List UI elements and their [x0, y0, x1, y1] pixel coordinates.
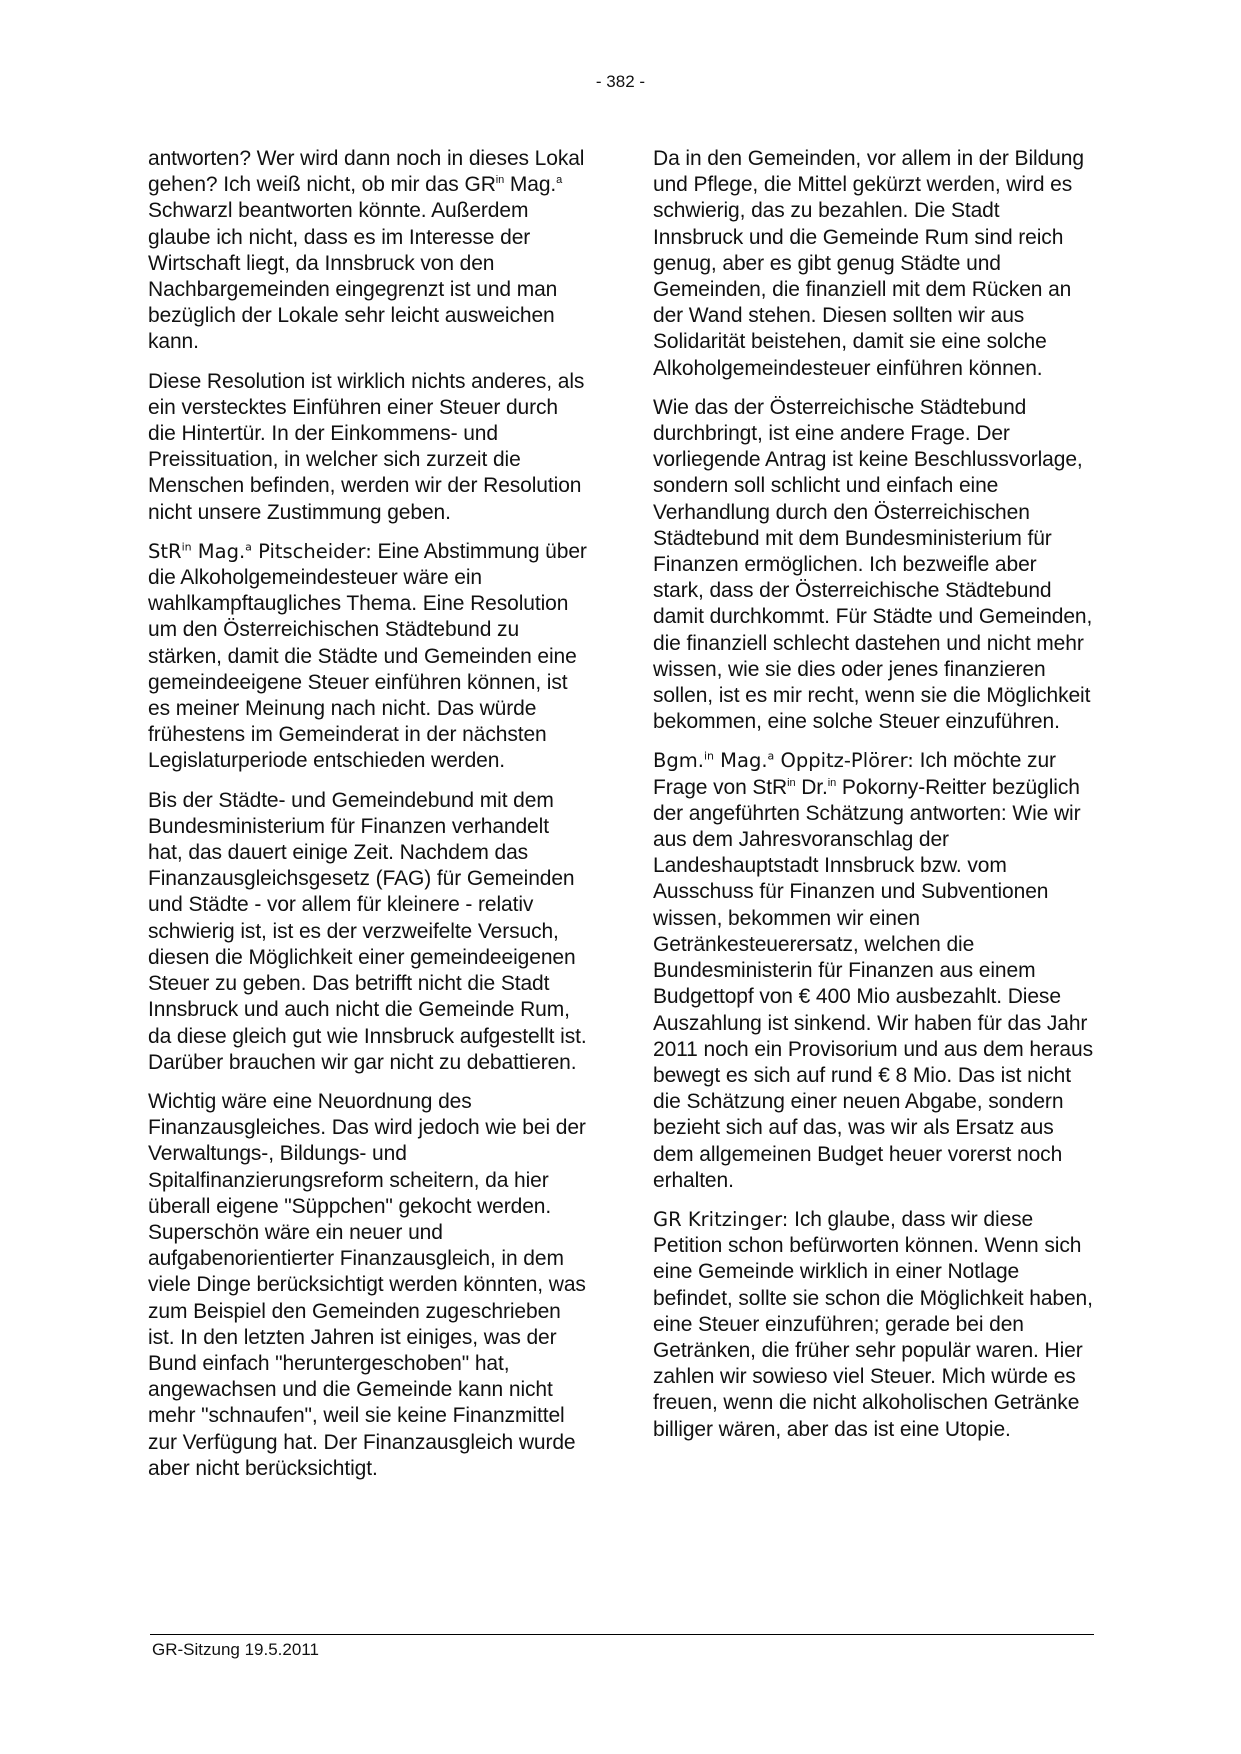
paragraph: Da in den Gemeinden, vor allem in der Bildung und Pflege, die Mittel gekürzt werden, wird es schwierig, das zu bezahlen. Die Stadt Innsbruck und die Gemeinde Rum sind reich genug, aber es gibt genug Städte und Gemeinden, die finanziell mit dem Rücken an der Wand stehen. Diesen sollten wir aus Solidarität beistehen, damit sie eine solche Alkoholgemeindesteuer einführen können.: [653, 147, 1084, 380]
paragraph: Bis der Städte- und Gemeindebund mit dem Bundesministerium für Finanzen verhandelt hat, das dauert einige Zeit. Nachdem das Finanzausgleichsgesetz (FAG) für Gemeinden und Städte - vor allem für kleinere - relativ schwierig ist, ist es der verzweifelte Versuch, diesen die Möglichkeit einer gemeindeeigenen Steuer zu geben. Das betrifft nicht die Stadt Innsbruck und auch nicht die Gemeinde Rum, da diese gleich gut wie Innsbruck aufgestellt ist. Darüber brauchen wir gar nicht zu debattieren.: [148, 788, 587, 1074]
speaker-name: Bgm.$^{in}$ Mag.$^a$ Oppitz-Plörer:: [653, 749, 914, 773]
speaker-name: StR$^{in}$ Mag.$^a$ Pitscheider:: [148, 539, 372, 563]
footer-divider: [150, 1634, 1094, 1635]
paragraph: Diese Resolution ist wirklich nichts anderes, als ein verstecktes Einführen einer Steuer durch die Hintertür. In der Einkommens- und Preissituation, in welcher sich zurzeit die Menschen befinden, werden wir der Resolution nicht unsere Zustimmung geben.: [148, 369, 585, 524]
speaker-name: GR Kritzinger:: [653, 1207, 789, 1231]
paragraph-speech: Bgm.$^{in}$ Mag.$^a$ Oppitz-Plörer: Ich möchte zur Frage von StR$^{in}$ Dr.$^{in}$ Pokorny-Reitter bezüglich der angeführten Schätzung antworten: Wie wir aus dem Jahresvoranschlag der Landeshauptstadt Innsbruck bzw. vom Ausschuss für Finanzen und Subventionen wissen, bekommen wir einen Getränkesteuerersatz, welchen die Bundesministerin für Finanzen aus einem Budgettopf von € 400 Mio ausbezahlt. Diese Auszahlung ist sinkend. Wir haben für das Jahr 2011 noch ein Provisorium und aus dem heraus bewegt es sich auf rund € 8 Mio. Das ist nicht die Schätzung einer neuen Abgabe, sondern bezieht sich auf das, was wir als Ersatz aus dem allgemeinen Budget heuer vorerst noch erhalten.: [653, 749, 1093, 1192]
paragraph: Wichtig wäre eine Neuordnung des Finanzausgleiches. Das wird jedoch wie bei der Verwaltungs-, Bildungs- und Spitalfinanzierungsreform scheitern, da hier überall eigene "Süppchen" gekocht werden. Superschön wäre ein neuer und aufgabenorientierter Finanzausgleich, in dem viele Dinge berücksichtigt werden könnten, was zum Beispiel den Gemeinden zugeschrieben ist. In den letzten Jahren ist einiges, was der Bund einfach "heruntergeschoben" hat, angewachsen und die Gemeinde kann nicht mehr "schnaufen", weil sie keine Finanzmittel zur Verfügung hat. Der Finanzausgleich wurde aber nicht berücksichtigt.: [148, 1089, 586, 1480]
paragraph: antworten? Wer wird dann noch in dieses Lokal gehen? Ich weiß nicht, ob mir das $GR^{in}$ Mag.$^a$ Schwarzl beantworten könnte. Außerdem glaube ich nicht, dass es im Interesse der Wirtschaft liegt, da Innsbruck von den Nachbargemeinden eingegrenzt ist und man bezüglich der Lokale sehr leicht ausweichen kann.: [148, 147, 585, 354]
paragraph: Wie das der Österreichische Städtebund durchbringt, ist eine andere Frage. Der vorliegende Antrag ist keine Beschlussvorlage, sondern soll schlicht und einfach eine Verhandlung durch den Österreichischen Städtebund mit dem Bundesministerium für Finanzen ermöglichen. Ich bezweifle aber stark, dass der Österreichische Städtebund damit durchkommt. Für Städte und Gemeinden, die finanziell schlecht dastehen und nicht mehr wissen, wie sie dies oder jenes finanzieren sollen, ist es mir recht, wenn sie die Möglichkeit bekommen, eine solche Steuer einzuführen.: [653, 395, 1093, 734]
footer-session-date: GR-Sitzung 19.5.2011: [152, 1640, 319, 1659]
paragraph-speech: StR$^{in}$ Mag.$^a$ Pitscheider: Eine Abstimmung über die Alkoholgemeindesteuer wäre ein wahlkampftaugliches Thema. Eine Resolution um den Österreichischen Städtebund zu stärken, damit die Städte und Gemeinden eine gemeindeeigene Steuer einführen können, ist es meiner Meinung nach nicht. Das würde frühestens im Gemeinderat in der nächsten Legislaturperiode entschieden werden.: [148, 539, 587, 773]
right-column: [653, 146, 1093, 1456]
left-column: [148, 146, 588, 1495]
page-number: - 382 -: [595, 72, 646, 91]
paragraph-speech: GR Kritzinger: Ich glaube, dass wir diese Petition schon befürworten können. Wenn sich eine Gemeinde wirklich in einer Notlage befindet, sollte sie schon die Möglichkeit haben, eine Steuer einzuführen; gerade bei den Getränken, die früher sehr populär waren. Hier zahlen wir sowieso viel Steuer. Mich würde es freuen, wenn die nicht alkoholischen Getränke billiger wären, aber das ist eine Utopie.: [653, 1207, 1093, 1441]
